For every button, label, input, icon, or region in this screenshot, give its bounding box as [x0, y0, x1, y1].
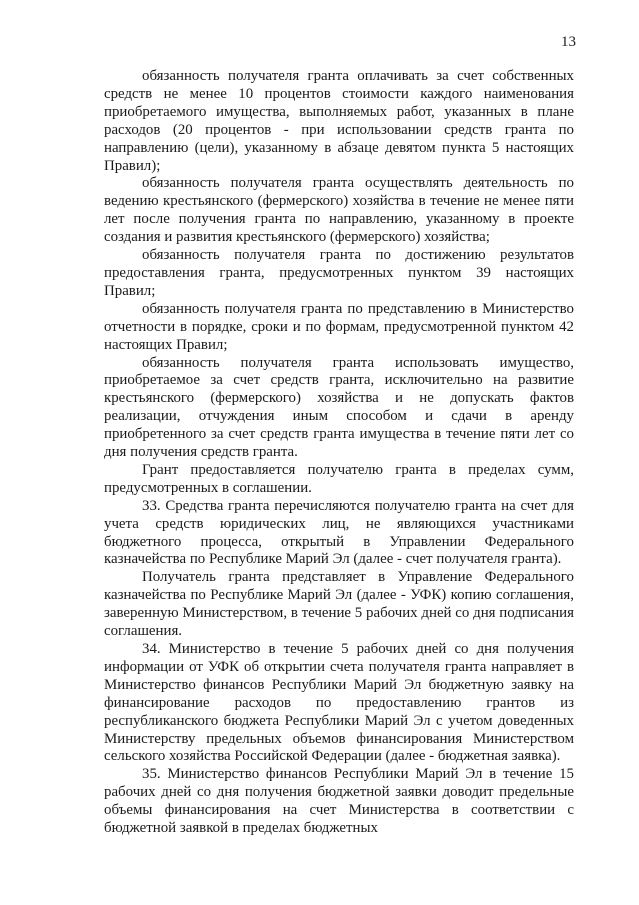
- paragraph-8: Получатель гранта представляет в Управление Федерального казначейства по Республике Марий Эл (далее - УФК) копию соглашения, заверенную Министерством, в течение 5 рабочих дней со дня подписания соглашения.: [104, 569, 574, 640]
- paragraph-6: Грант предоставляется получателю гранта в пределах сумм, предусмотренных в соглашении.: [104, 461, 574, 496]
- paragraph-5: обязанность получателя гранта использовать имущество, приобретаемое за счет средств гранта, исключительно на развитие крестьянского (фермерского) хозяйства и не допускать фактов реализации, отчуждения иным способом и сдачи в аренду приобретенного за счет средств гранта имущества в течение пяти лет со дня получения средств гранта.: [104, 354, 574, 461]
- page-number: 13: [561, 34, 576, 50]
- paragraph-2: обязанность получателя гранта осуществлять деятельность по ведению крестьянского (фермерского) хозяйства в течение не менее пяти лет после получения гранта по направлению, указанному в проекте создания и развития крестьянского (фермерского) хозяйства;: [104, 175, 574, 246]
- paragraph-10: 35. Министерство финансов Республики Марий Эл в течение 15 рабочих дней со дня получения бюджетной заявки доводит предельные объемы финансирования на счет Министерства в соответствии с бюджетной заявкой в пределах бюджетных: [104, 766, 574, 837]
- document-body: [104, 68, 574, 838]
- paragraph-1: обязанность получателя гранта оплачивать за счет собственных средств не менее 10 процентов стоимости каждого наименования приобретаемого имущества, выполняемых работ, указанных в плане расходов (20 процентов - при использовании средств гранта по направлению (цели), указанному в абзаце девятом пункта 5 настоящих Правил);: [104, 68, 574, 174]
- paragraph-4: обязанность получателя гранта по представлению в Министерство отчетности в порядке, сроки и по формам, предусмотренной пунктом 42 настоящих Правил;: [104, 300, 574, 353]
- paragraph-7: 33. Средства гранта перечисляются получателю гранта на счет для учета средств юридических лиц, не являющихся участниками бюджетного процесса, открытый в Управлении Федерального казначейства по Республике Марий Эл (далее - счет получателя гранта).: [104, 497, 574, 568]
- paragraph-9: 34. Министерство в течение 5 рабочих дней со дня получения информации от УФК об открытии счета получателя гранта направляет в Министерство финансов Республики Марий Эл бюджетную заявку на финансирование расходов по предоставлению грантов из республиканского бюджета Республики Марий Эл с учетом доведенных Министерству предельных объемов финансирования Министерством сельского хозяйства Российской Федерации (далее - бюджетная заявка).: [104, 641, 574, 765]
- paragraph-3: обязанность получателя гранта по достижению результатов предоставления гранта, предусмотренных пунктом 39 настоящих Правил;: [104, 247, 574, 299]
